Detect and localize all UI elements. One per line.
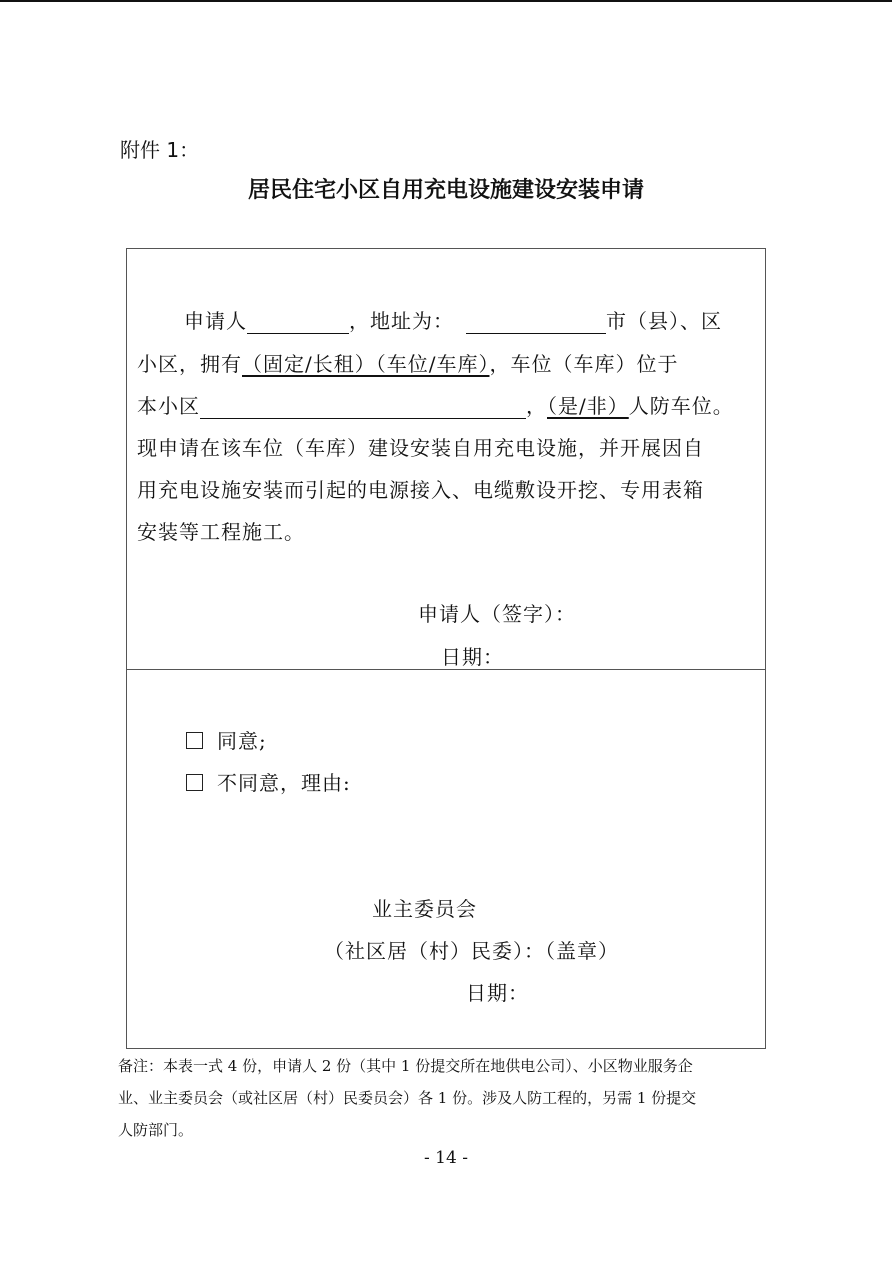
- applicant-name-blank[interactable]: [247, 311, 349, 334]
- page-number: - 14 -: [424, 1148, 468, 1168]
- review-date-label: 日期：: [466, 981, 529, 1005]
- applicant-signature-label: 申请人（签字）：: [418, 602, 576, 626]
- agree-checkbox[interactable]: [186, 732, 203, 749]
- address-label: ，地址为：: [349, 309, 454, 333]
- top-border-line: [0, 0, 892, 2]
- document-title: 居民住宅小区自用充电设施建设安装申请: [247, 178, 644, 203]
- disagree-label: 不同意，理由:: [217, 771, 351, 795]
- committee-label: 业主委员会: [372, 897, 477, 921]
- note-line-3: 人防部门。: [118, 1121, 194, 1139]
- in-community-label: 本小区: [137, 394, 200, 418]
- applicant-line: [184, 305, 722, 334]
- ownership-options[interactable]: （固定/长租）（车位/车库）: [242, 352, 490, 376]
- location-line: [137, 390, 734, 419]
- applicant-label: 申请人: [184, 309, 247, 333]
- civil-defense-options[interactable]: （是/非）: [547, 394, 629, 418]
- comma-separator: ，: [526, 394, 547, 418]
- note-line-1: 备注：本表一式 4 份，申请人 2 份（其中 1 份提交所在地供电公司）、小区物业服务企: [118, 1057, 693, 1075]
- request-line-3: 安装等工程施工。: [137, 520, 305, 544]
- location-label: ，车位（车库）位于: [489, 352, 679, 376]
- disagree-checkbox[interactable]: [186, 774, 203, 791]
- attachment-label: 附件 1：: [120, 138, 200, 162]
- location-blank[interactable]: [200, 396, 526, 419]
- agree-label: 同意;: [217, 729, 267, 753]
- civil-defense-label: 人防车位。: [628, 394, 734, 418]
- request-line-2: 用充电设施安装而引起的电源接入、电缆敷设开挖、专用表箱: [137, 478, 704, 502]
- footer-note: [118, 1050, 778, 1146]
- note-line-2: 业、业主委员会（或社区居（村）民委员会）各 1 份。涉及人防工程的，另需 1 份提交: [118, 1089, 697, 1107]
- city-blank[interactable]: [466, 311, 606, 334]
- application-date-label: 日期：: [441, 645, 504, 669]
- agree-option[interactable]: [186, 725, 267, 754]
- committee-seal-label: （社区居（村）民委）：（盖章）: [324, 939, 619, 963]
- community-own-label: 小区，拥有: [137, 352, 242, 376]
- city-district-label: 市（县）、区: [606, 309, 722, 333]
- request-line-1: 现申请在该车位（车库）建设安装自用充电设施，并开展因自: [137, 436, 704, 460]
- disagree-option[interactable]: [186, 767, 351, 796]
- ownership-line: [137, 348, 678, 377]
